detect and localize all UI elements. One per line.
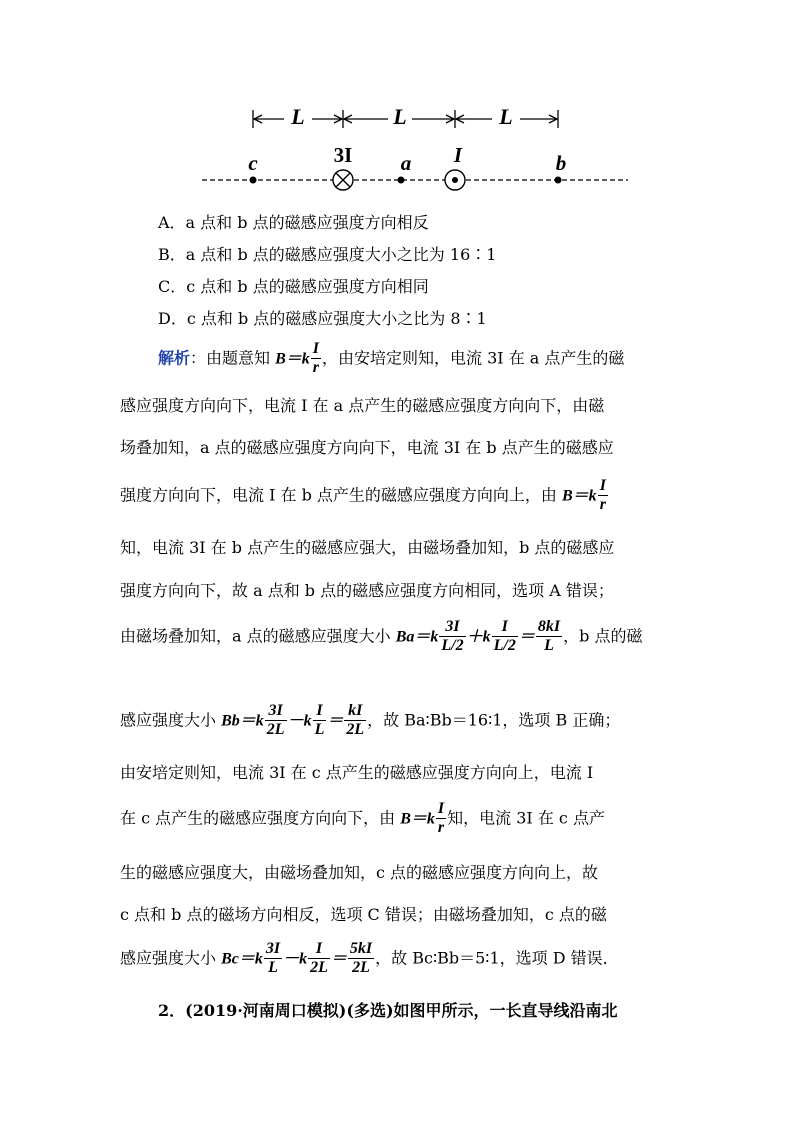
- solution-line-12: c 点和 b 点的磁场方向相反，选项 C 错误；由磁场叠加知，c 点的磁: [120, 905, 607, 924]
- point-c: [250, 177, 257, 184]
- dimension-label: L: [393, 104, 407, 129]
- next-question: 2．(2019·河南周口模拟)(多选)如图甲所示，一长直导线沿南北: [158, 1001, 618, 1020]
- solution-line-1: 解析：由题意知 B＝k $\frac{I}{r}$ ，由安培定则知，电流 3I 在 a 点产生的磁: [158, 340, 625, 377]
- option-c: C．c 点和 b 点的磁感应强度方向相同: [158, 277, 429, 296]
- dimension-label: L: [291, 104, 305, 129]
- solution-line-5: 知，电流 3I 在 b 点产生的磁感应强大，由磁场叠加知，b 点的磁感应: [120, 538, 615, 557]
- solution-line-4: 强度方向向下，电流 I 在 b 点产生的磁感应强度方向向上，由 B＝k $\frac{I}{r}$: [120, 477, 606, 514]
- point-b-label: b: [555, 151, 567, 175]
- current-I-label: I: [453, 143, 463, 167]
- dimension-label: L: [499, 104, 513, 129]
- solution-line-11: 生的磁感应强度大，由磁场叠加知，c 点的磁感应强度方向向上，故: [120, 863, 599, 882]
- solution-line-2: 感应强度方向向下，电流 I 在 a 点产生的磁感应强度方向向下，由磁: [120, 396, 605, 415]
- solution-line-13: 感应强度大小 Bc＝k $\frac{3I}{L}$ －k $\frac{I}{2L}$ ＝ $\frac{5kI}{2L}$ ，故 Bc∶Bb＝5∶1，选项 D 错误．: [120, 940, 619, 977]
- point-a: [398, 177, 405, 184]
- point-a-label: a: [400, 151, 412, 175]
- current-3I-label: 3I: [333, 143, 353, 167]
- option-a: A．a 点和 b 点的磁感应强度方向相反: [158, 213, 429, 232]
- option-b: B．a 点和 b 点的磁感应强度大小之比为 16∶1: [158, 245, 497, 264]
- solution-line-8: 感应强度大小 Bb＝k $\frac{3I}{2L}$ －k $\frac{I}{L}$ ＝ $\frac{kI}{2L}$ ，故 Ba∶Bb＝16∶1，选项 B 正确；: [120, 702, 621, 739]
- solution-line-9: 由安培定则知，电流 3I 在 c 点产生的磁感应强度方向向上，电流 I: [120, 763, 594, 782]
- solution-line-10: 在 c 点产生的磁感应强度方向向下，由 B＝k $\frac{I}{r}$ 知，电流 3I 在 c 点产: [120, 800, 605, 837]
- point-c-label: c: [248, 151, 258, 175]
- point-b: [555, 177, 562, 184]
- current-diagram: [190, 100, 640, 200]
- solution-label: 解析: [158, 348, 191, 368]
- solution-line-3: 场叠加知，a 点的磁感应强度方向向下，电流 3I 在 b 点产生的磁感应: [120, 438, 614, 457]
- option-d: D．c 点和 b 点的磁感应强度大小之比为 8∶1: [158, 309, 487, 328]
- solution-line-6: 强度方向向下，故 a 点和 b 点的磁感应强度方向相同，选项 A 错误；: [120, 581, 614, 600]
- solution-line-7: 由磁场叠加知，a 点的磁感应强度大小 Ba＝k $\frac{3I}{L/2}$ ＋k $\frac{I}{L/2}$ ＝ $\frac{8kI}{L}$ ，b 点的磁: [120, 618, 643, 655]
